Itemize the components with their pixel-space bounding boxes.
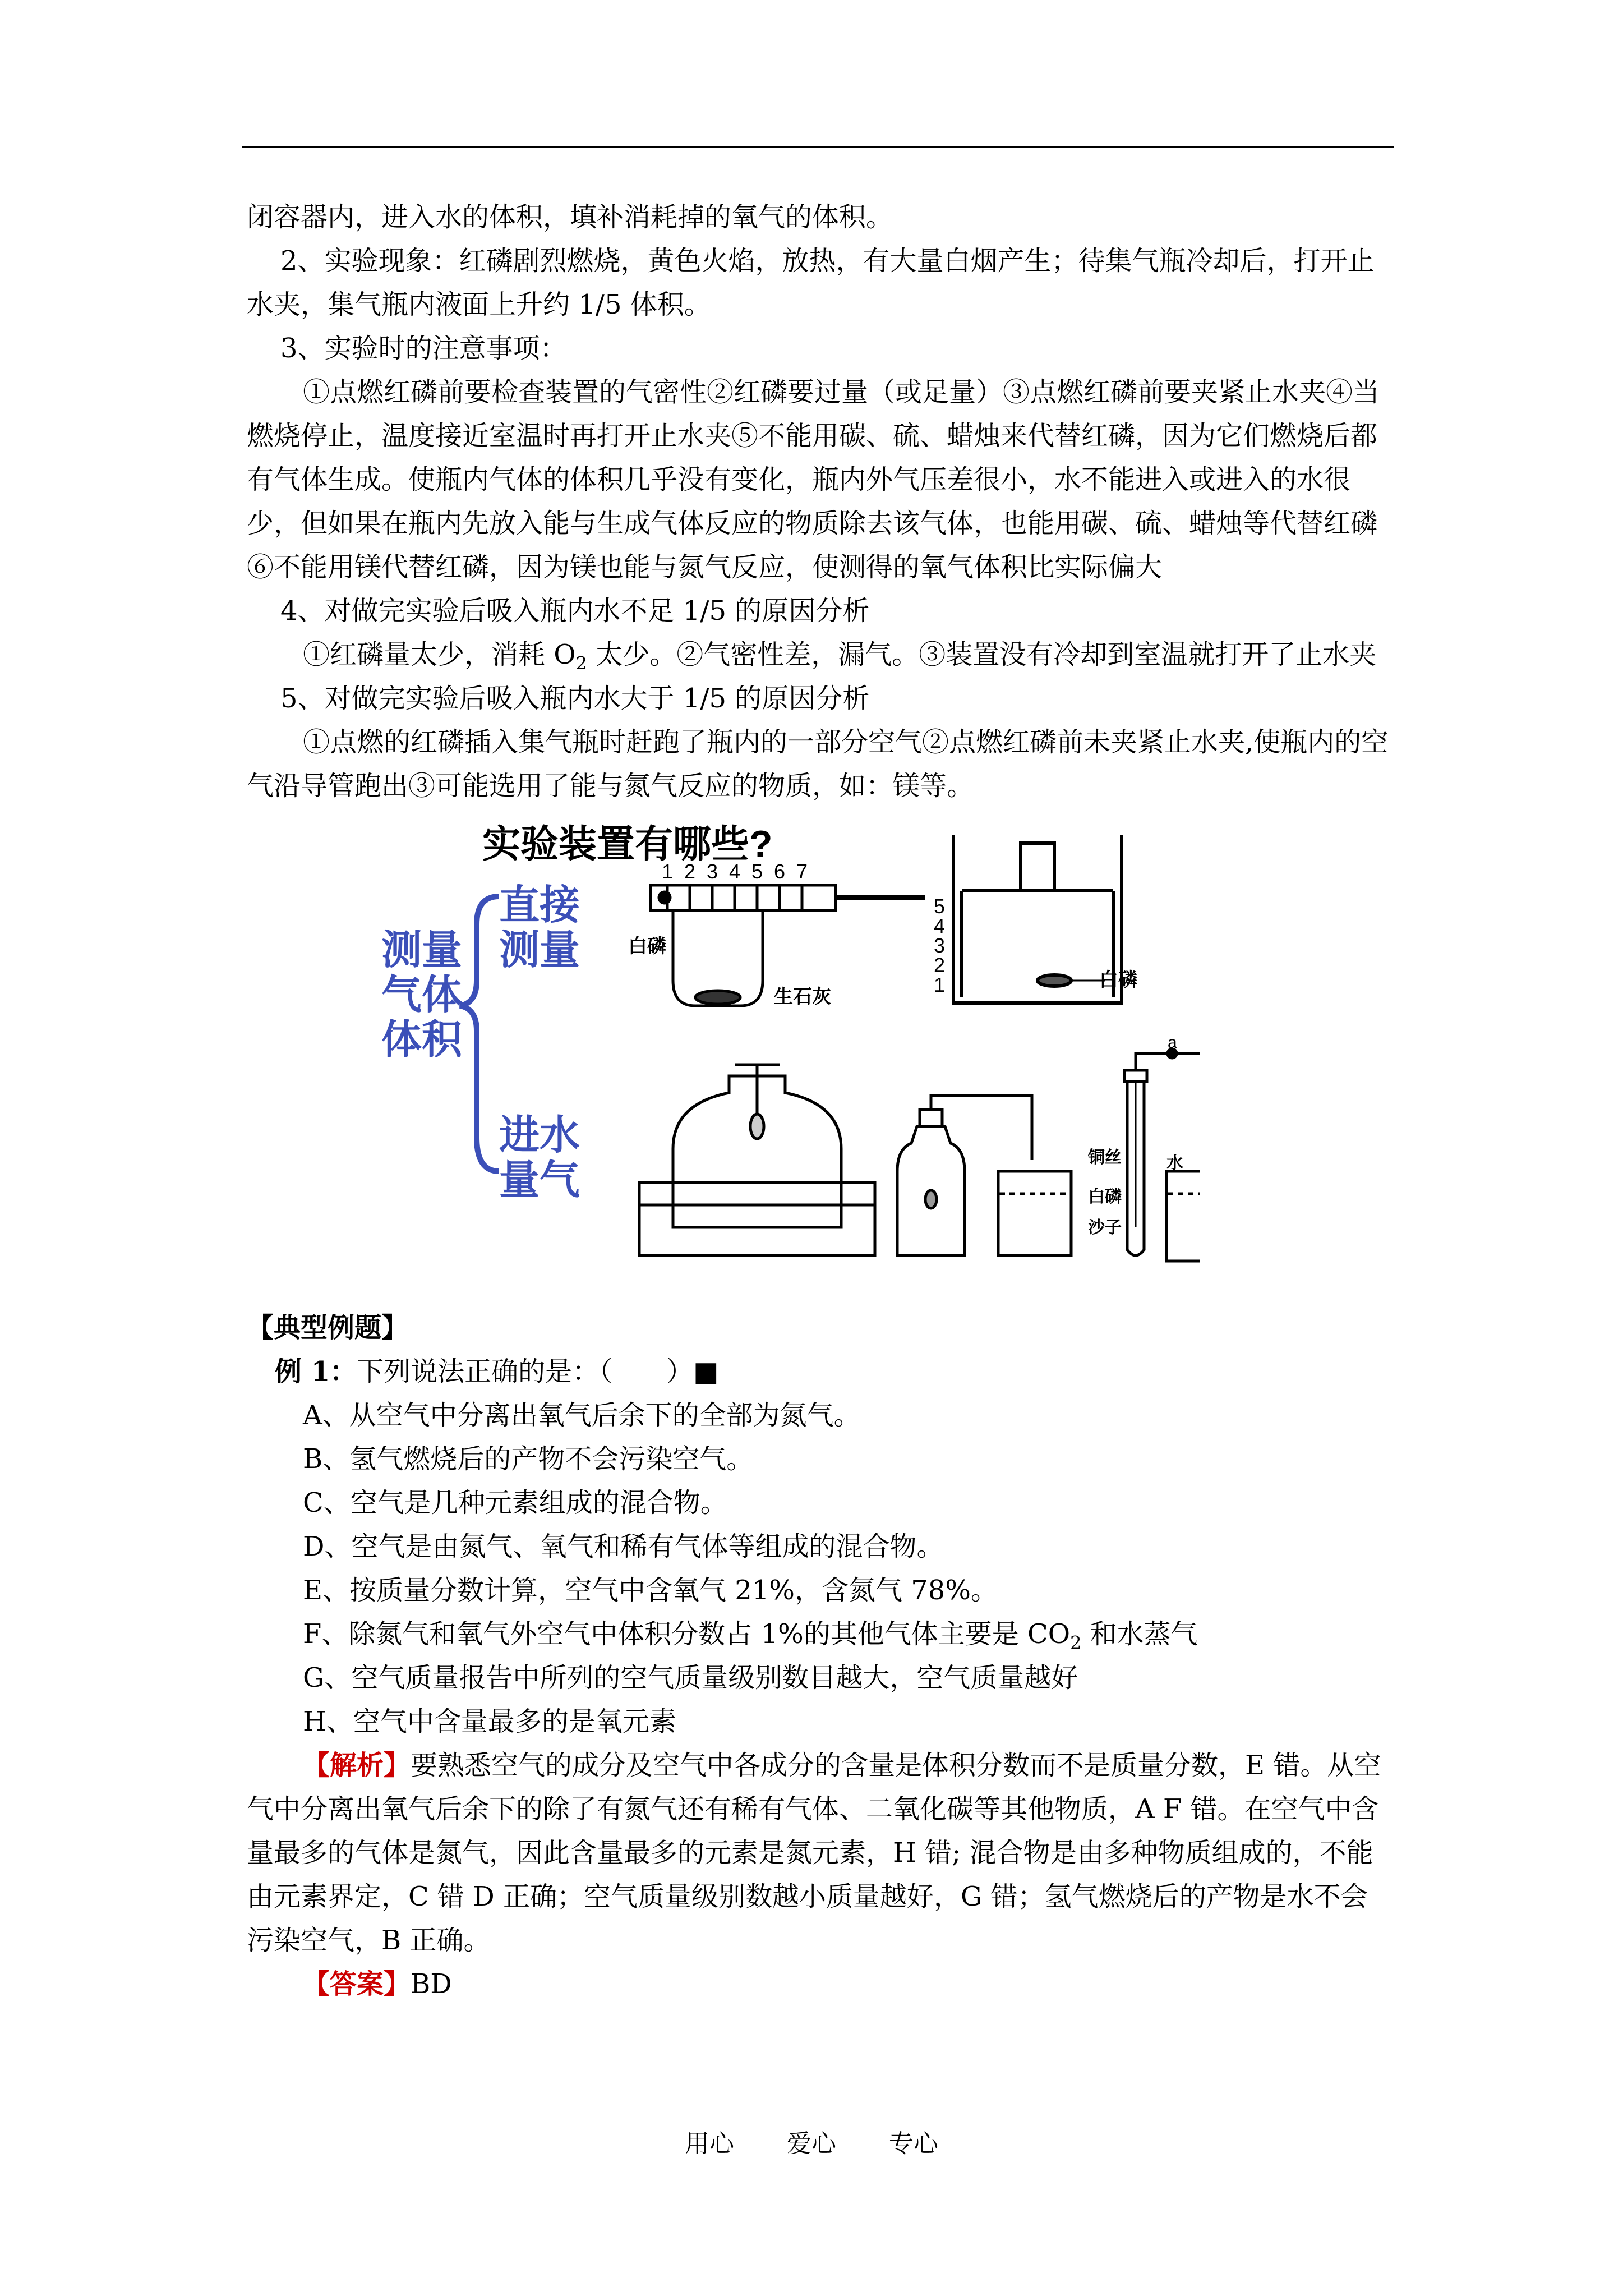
paragraph-precautions-heading: 3、实验时的注意事项： xyxy=(280,333,567,364)
example-question: 例 1：下列说法正确的是：（ ）■ xyxy=(275,1356,719,1387)
document-body xyxy=(247,195,1391,2006)
vertical-scale-2: 2 xyxy=(934,954,946,977)
scale-number-1: 1 xyxy=(662,860,674,883)
label-copper-wire: 铜丝 xyxy=(1088,1148,1122,1167)
left-label-line3: 体积 xyxy=(381,1018,463,1062)
direct-label-line2: 测量 xyxy=(499,928,580,973)
water-label-line2: 量气 xyxy=(499,1158,580,1203)
paragraph-precautions: ①点燃红磷前要检查装置的气密性②红磷要过量（或足量）③点燃红磷前要夹紧止水夹④当燃烧停止，温度接近室温时再打开止水夹⑤不能用碳、硫、蜡烛来代替红磷，因为它们燃烧后都有气体生成。使瓶内气体的体积几乎没有变化，瓶内外气压差很小，水不能进入或进入的水很少，但如果在瓶内先放入能与生成气体反应的物质除去该气体，也能用碳、硫、蜡烛等代替红磷⑥不能用镁代替红磷，因为镁也能与氮气反应，使测得的氧气体积比实际偏大 xyxy=(247,376,1380,583)
scale-number-2: 2 xyxy=(684,860,696,883)
page-footer xyxy=(0,2123,1623,2159)
scale-number-5: 5 xyxy=(751,860,763,883)
scale-number-7: 7 xyxy=(796,860,808,883)
option-h: H、空气中含量最多的是氧元素 xyxy=(303,1706,676,1737)
vertical-scale-5: 5 xyxy=(934,895,946,918)
section-heading: 【典型例题】 xyxy=(247,1312,409,1343)
apparatus-piston-cylinder xyxy=(953,835,1122,1003)
footer-word-2: 爱心 xyxy=(787,2129,836,2158)
paragraph-more-than-fifth-heading: 5、对做完实验后吸入瓶内水大于 1/5 的原因分析 xyxy=(280,683,870,714)
left-label-line2: 气体 xyxy=(381,973,463,1018)
paragraph-more-than-fifth: ①点燃的红磷插入集气瓶时赶跑了瓶内的一部分空气②点燃红磷前未夹紧止水夹,使瓶内的空气沿导管跑出③可能选用了能与氮气反应的物质，如：镁等。 xyxy=(247,726,1389,802)
analysis-paragraph: 【解析】要熟悉空气的成分及空气中各成分的含量是体积分数而不是质量分数，E 错。从空气中分离出氧气后余下的除了有氮气还有稀有气体、二氧化碳等其他物质，A F 错。在空气中含量最多的气体是氮气，因此含量最多的元素是氮元素，H 错; 混合物是由多种物质组成的，不能由元素界定，C 错 D 正确；空气质量级别数越小质量越好，G 错；氢气燃烧后的产物是水不会污染空气，B 正确。 xyxy=(247,1750,1381,1956)
label-white-phosphorus-2: 白磷 xyxy=(1099,969,1137,991)
footer-word-1: 用心 xyxy=(685,2129,734,2158)
apparatus-copper-tube xyxy=(1124,1049,1200,1261)
option-a: A、从空气中分离出氧气后余下的全部为氮气。 xyxy=(303,1400,861,1431)
left-label-line1: 测量 xyxy=(381,928,463,973)
scale-number-4: 4 xyxy=(729,860,741,883)
scale-number-6: 6 xyxy=(774,860,786,883)
scale-number-3: 3 xyxy=(707,860,718,883)
option-e: E、按质量分数计算，空气中含氧气 21%，含氮气 78%。 xyxy=(303,1575,998,1606)
paragraph-less-than-fifth: ①红磷量太少，消耗 $O_2$ 太少。②气密性差，漏气。③装置没有冷却到室温就打开了止水夹 xyxy=(303,639,1377,674)
vertical-scale-3: 3 xyxy=(934,934,946,957)
vertical-scale-4: 4 xyxy=(934,914,946,937)
grouping-brace xyxy=(460,896,499,1171)
paragraph-closed-container: 闭容器内，进入水的体积，填补消耗掉的氧气的体积。 xyxy=(247,201,893,233)
answer-paragraph: 【答案】BD xyxy=(303,1968,452,2000)
vertical-scale-1: 1 xyxy=(934,973,946,996)
direct-label-line1: 直接 xyxy=(499,883,580,928)
label-white-phosphorus-3: 白磷 xyxy=(1088,1188,1122,1206)
option-f: F、除氮气和氧气外空气中体积分数占 1%的其他气体主要是 $CO_2$ 和水蒸气 xyxy=(303,1618,1198,1654)
example-section xyxy=(247,1306,1391,2006)
option-d: D、空气是由氮气、氧气和稀有气体等组成的混合物。 xyxy=(303,1531,944,1562)
label-white-phosphorus-1: 白磷 xyxy=(628,936,666,957)
option-c: C、空气是几种元素组成的混合物。 xyxy=(303,1487,727,1519)
label-quicklime: 生石灰 xyxy=(774,986,831,1007)
label-water: 水 xyxy=(1166,1154,1183,1172)
label-sand: 沙子 xyxy=(1088,1218,1122,1237)
header-rule xyxy=(242,146,1394,148)
footer-word-3: 专心 xyxy=(889,2129,938,2158)
apparatus-figure xyxy=(359,812,1200,1272)
apparatus-flask-beaker xyxy=(897,1096,1071,1255)
apparatus-diagram xyxy=(247,812,1391,1272)
diagram-title: 实验装置有哪些? xyxy=(482,823,773,866)
paragraph-phenomena: 2、实验现象：红磷剧烈燃烧，黄色火焰，放热，有大量白烟产生；待集气瓶冷却后，打开止水夹，集气瓶内液面上升约 1/5 体积。 xyxy=(247,245,1375,320)
label-a: a xyxy=(1168,1033,1177,1052)
water-label-line1: 进水 xyxy=(499,1113,580,1158)
apparatus-bell-jar xyxy=(639,1065,875,1255)
paragraph-less-than-fifth-heading: 4、对做完实验后吸入瓶内水不足 1/5 的原因分析 xyxy=(280,595,870,627)
option-g: G、空气质量报告中所列的空气质量级别数目越大，空气质量越好 xyxy=(303,1662,1078,1694)
option-b: B、氢气燃烧后的产物不会污染空气。 xyxy=(303,1443,754,1475)
